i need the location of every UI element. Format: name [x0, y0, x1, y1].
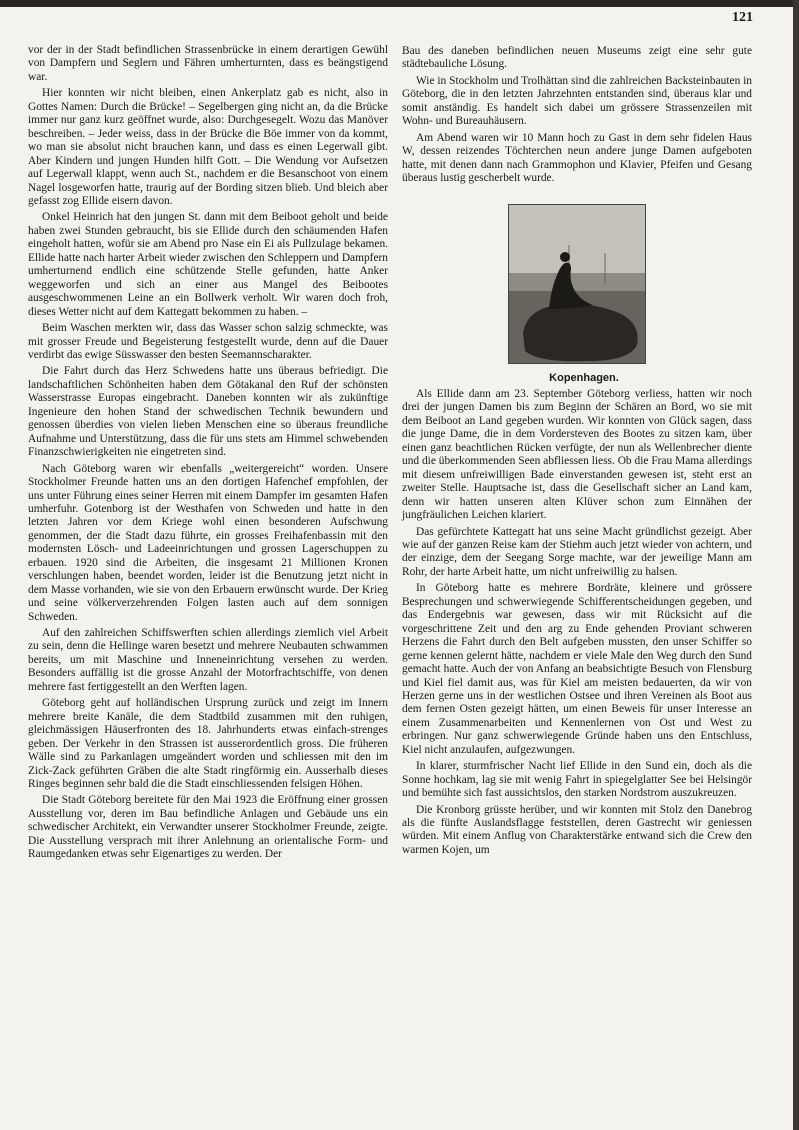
little-mermaid-image: [509, 205, 645, 363]
paragraph: In klarer, sturmfrischer Nacht lief Ellide in den Sund ein, doch als die Sonne hochkam, lag sie mit wenig Fahrt in spiegelglatter See bei Helsingör und bemühte sich fast aussichtslos, den starken Nordstrom auszukreuzen.: [402, 760, 752, 800]
paragraph: Am Abend waren wir 10 Mann hoch zu Gast in dem sehr fidelen Haus W, dessen reizendes Töchterchen neun andere junge Damen aufgeboten hatte, mit denen dann nach Grammophon und Klavier, Pfeifen und Gesang überaus lustig gescherbelt wurde.: [402, 131, 752, 185]
page-edge-right: [793, 0, 799, 1130]
paragraph: Nach Göteborg waren wir ebenfalls „weitergereicht“ worden. Unsere Stockholmer Freunde hatten uns an den dortigen Hafenchef empfohlen, der uns unter Führung eines seiner Herren mit einem Dampfer im gesamten Hafen umherfuhr. Gotenborg ist der Westhafen von Schweden und hatte in den letzten Jahren vor dem Kriege wohl einen besonderen Aufschwung genommen, der die Stadt dazu führte, ein grosses Freihafenbassin mit den modernsten Lösch- und Ladeeinrichtungen und grossen Lagerschuppen zu erbauen. 1920 sind die Arbeiten, die insgesamt 21 Millionen Kronen verschlungen haben, beendet worden, leider ist die Benutzung jetzt nicht in dem Masse vorhanden, wie sie von den Erbauern erwünscht wurde. Der Krieg und seine völkerverzehrenden Folgen lasten auch auf dem sonnigen Schweden.: [28, 462, 388, 623]
paragraph: Beim Waschen merkten wir, dass das Wasser schon salzig schmeckte, was mit grosser Freude und Begeisterung festgestellt wurde, denn auf die Dauer verdirbt das ewige Süsswasser den besten Seemannscharakter.: [28, 322, 388, 361]
paragraph: Onkel Heinrich hat den jungen St. dann mit dem Beiboot geholt und beide haben zwei Stunden gebraucht, bis sie Ellide durch den schäumenden Hafen eingeholt hatten, wofür sie am Abend pro Nase ein Ei als Pullzulage bekamen. Ellide hatte nach harter Arbeit wieder zwischen den Schleppern und Dampfern umherturnend endlich eine schützende Stelle gefunden, hatte Anker weggeworfen und sich an einer aus Mangel des Beibootes ausgeschwommenen Leine an ein Bollwerk verholt. Wir waren doch froh, dieses Wetter nicht auf dem Kattegatt bekommen zu haben. –: [28, 211, 388, 318]
paragraph: Die Stadt Göteborg bereitete für den Mai 1923 die Eröffnung einer grossen Ausstellung vor, deren im Bau befindliche Anlagen und Gebäude uns ein schwedischer Architekt, ein Verwandter unserer Stockholmer Freunde, zeigte. Die Ausstellung versprach mit ihrer Anlehnung an orientalische Form- und Raumgedanken etwas sehr Eigenartiges zu werden. Der: [28, 794, 388, 861]
paragraph: Die Kronborg grüsste herüber, und wir konnten mit Stolz den Danebrog als die fünfte Auslandsflagge feststellen, deren Gastrecht wir geniessen würden. Mit einem Anflug von Charakterstärke entwand sich die Crew den warmen Kojen, um: [402, 803, 752, 856]
left-column: [28, 44, 388, 865]
paragraph: Die Fahrt durch das Herz Schwedens hatte uns überaus befriedigt. Die landschaftlichen Schönheiten haben dem Götakanal den Ruf der schönsten Wasserstrasse Europas eingebracht. Daneben konnten wir als zukünftige Ingenieure den hohen Stand der schwedischen Technik bewundern und genossen überdies von vielen lieben Menschen eine so überaus freundliche Aufnahme und Unterstützung, dass die für uns stets am Himmel schwebenden Finanzschwierigkeiten nie eingetreten sind.: [28, 365, 388, 459]
paragraph: Hier konnten wir nicht bleiben, einen Ankerplatz gab es nicht, also in Gottes Namen: Durch die Brücke! – Segelbergen ging nicht an, da die Brücke immer nur ganz kurz geöffnet wurde, also: Durchgesegelt. Wozu das Manöver beschreiben. – Jeder weiss, dass in der Brücke die Böe immer von da kommt, wo man sie absolut nicht brauchen kann, und dass es einen Legerwall gibt. Aber Kindern und jungen Hunden hilft Gott. – Die Wendung vor Aufsetzen auf Legerwall klappt, wenn auch St., nachdem er die Besanschoot von einem Nagel losgeworfen hatte, traurig auf der Bording sitzen blieb. Und bleich aber gefasst zog Ellide eisern davon.: [28, 87, 388, 207]
paragraph: Wie in Stockholm und Trolhättan sind die zahlreichen Backsteinbauten in Göteborg, die in den letzten Jahrzehnten entstanden sind, überaus klar und somit anständig. Es handelt sich dabei um grössere Strassenzeilen mit Wohn- und Bureauhäusern.: [402, 74, 752, 128]
figure-caption: Kopenhagen.: [549, 371, 619, 384]
right-column: [402, 45, 752, 860]
copenhagen-photo: [508, 204, 646, 364]
paragraph: Auf den zahlreichen Schiffswerften schien allerdings ziemlich viel Arbeit zu sein, denn die Hellinge waren besetzt und mehrere Neubauten schwammen bereits, um mit Maschine und Inneneinrichtung versehen zu werden. Besonders auffällig ist die grosse Anzahl der Motorfrachtschiffe, von denen mehrere fast fertiggestellt an den Werften lagen.: [28, 627, 388, 693]
paragraph: Als Ellide dann am 23. September Göteborg verliess, hatten wir noch drei der jungen Damen bis zum Beginn der Schären an Bord, wo sie mit dem Beiboot an Land gegeben wurden. Wir konnten von Glück sagen, dass die junge Dame, die in dem Vordersteven des Bootes zu sitzen kam, über einen ganz beachtlichen Rücken verfügte, der nun als Wellenbrecher diente und die überkommenden Seen abfliessen liess. Ob die Frau Mama allerdings mit diesem unfreiwilligen Bade einverstanden gewesen ist, steht erst an zweiter Stelle. Hauptsache ist, dass die Gesellschaft sicher an Land kam, denn wir hatten unseren alten Klüver schon zum Einnähen der jungfräulichen Leichen klariert.: [402, 387, 752, 522]
paragraph: Bau des daneben befindlichen neuen Museums zeigt eine sehr gute städtebauliche Lösung.: [402, 45, 752, 71]
paragraph: In Göteborg hatte es mehrere Bordräte, kleinere und grössere Besprechungen und schwerwiegende Schifferentscheidungen gegeben, und das Endergebnis war gewesen, dass wir mit Rücksicht auf die vorgeschrittene Zeit und den arg zu Ende gehenden Proviant schweren Herzens die Fahrt durch den Belt aufgeben mussten, den unser Schiffer so gerne kennen gelernt hätte, nachdem er viele Male den Weg durch den Sund gemacht hatte. Auch der von Anfang an beabsichtigte Besuch von Flensburg und Kiel fiel damit aus, was für Kiel am meisten bedauerten, da wir von Herzen gerne uns in der westlichen Ostsee und ihren Vereinen als Boot aus dem fernen Osten gezeigt hätten, um einen Beweis für unser Interesse an einem Zusammenarbeiten und Kennenlernen von Ost und West zu erbringen. Nur ganz schwerwiegende Gründe haben uns den Entschluss, Kiel nicht anzulaufen, aufgezwungen.: [402, 582, 752, 756]
paragraph: vor der in der Stadt befindlichen Strassenbrücke in einem derartigen Gewühl von Dampfern und Seglern und Fähren umherturnten, dass es beängstigend war.: [28, 44, 388, 83]
page-edge-top: [0, 0, 799, 7]
paragraph: Das gefürchtete Kattegatt hat uns seine Macht gründlichst gezeigt. Aber wie auf der ganzen Reise kam der Stiehm auch jetzt wieder von achtern, und der einzige, dem der Seegang Sorge machte, war der jeweilige Mann am Rohr, der harte Arbeit hatte, um nicht unfreiwillig zu halsen.: [402, 525, 752, 578]
page-number: 121: [732, 10, 753, 25]
paragraph: Göteborg geht auf holländischen Ursprung zurück und zeigt im Innern mehrere breite Kanäle, die dem Stadtbild zusammen mit den ruhigen, gleichmässigen Häuserfronten des 18. Jahrhunderts etwas einfach-strenges geben. Der Verkehr in den Strassen ist ausserordentlich gross. Die früheren Wälle sind zu Parkanlagen umgeändert worden und schliessen mit den im Zick-Zack geführten Gräben die alte Stadt ringförmig ein. Ausserhalb dieses Ringes beginnen sehr bald die die Stadt einschliessenden felsigen Höhen.: [28, 697, 388, 791]
